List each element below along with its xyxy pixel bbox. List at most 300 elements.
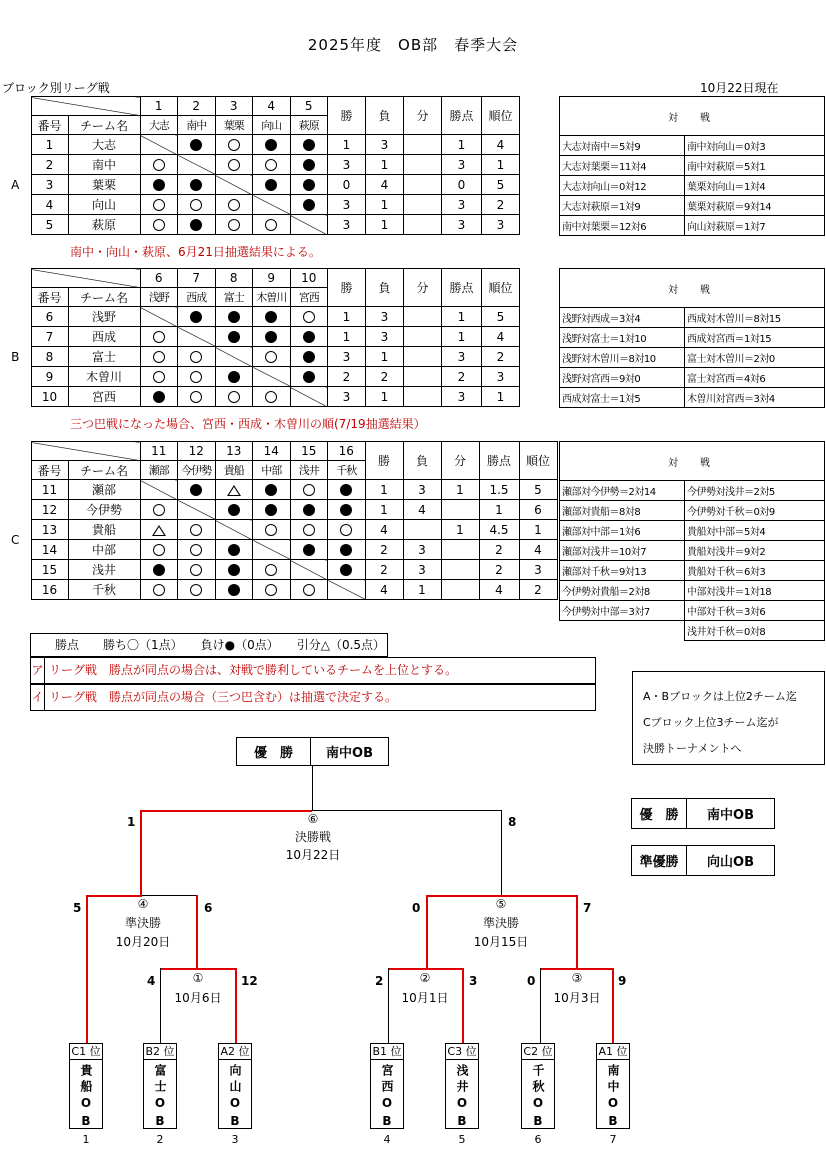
stat-l: 4: [403, 500, 441, 520]
col-abbr: 葉栗: [215, 116, 253, 135]
rule-i-key: イ: [31, 685, 45, 710]
block-note: 南中・向山・萩原、6月21日抽選結果による。: [70, 245, 321, 259]
team-number: 15: [31, 560, 68, 580]
col-abbr: 向山: [253, 116, 291, 135]
as-of-date: 10月22日現在: [700, 81, 779, 95]
stat-p: 2: [479, 540, 519, 560]
result-cell: [328, 520, 366, 540]
match-result: 向山対萩原＝1対7: [685, 216, 825, 236]
result-cell: [178, 580, 216, 600]
match-result: 今伊勢対千秋＝0対9: [685, 501, 825, 521]
match-result: 大志対南中＝5対9: [560, 136, 685, 156]
loss-icon: [228, 584, 240, 596]
loss-icon: [303, 371, 315, 383]
match-result: 瀬部対千秋＝9対13: [560, 561, 685, 581]
self-cell: [178, 327, 216, 347]
stat-rank: 5: [519, 480, 557, 500]
result-cell: [328, 560, 366, 580]
result-cell: [328, 480, 366, 500]
result-cell: [290, 520, 328, 540]
col-abbr: 今伊勢: [178, 461, 216, 480]
bracket-team: [370, 1043, 404, 1132]
matches-header: 対 戦: [560, 442, 825, 481]
self-cell: [140, 135, 178, 155]
result-cell: [253, 347, 291, 367]
sf2-match-number: ⑤: [495, 897, 507, 911]
final-match-date: 10月22日: [285, 848, 341, 862]
match-result: 瀬部対今伊勢＝2対14: [560, 481, 685, 501]
result-cell: [290, 195, 328, 215]
table-row: [0, 580, 557, 600]
result-cell: [290, 500, 328, 520]
self-cell: [253, 367, 291, 387]
block-name: C: [0, 480, 31, 600]
self-cell: [328, 580, 366, 600]
result-cell: [215, 307, 253, 327]
loss-icon: [228, 311, 240, 323]
win-icon: [228, 139, 240, 151]
self-cell: [178, 500, 216, 520]
team-name: 富士OB: [153, 1064, 167, 1132]
win-icon: [265, 524, 277, 536]
team-number: 11: [31, 480, 68, 500]
stat-d: [404, 175, 442, 195]
stat-l: 3: [403, 480, 441, 500]
team-name: 貴船OB: [79, 1064, 93, 1132]
section-label: ブロック別リーグ戦: [2, 81, 110, 95]
block-label-cell: [0, 269, 31, 288]
match-result: 浅井対千秋＝0対8: [685, 621, 825, 641]
col-abbr: 南中: [178, 116, 216, 135]
table-row: [0, 540, 557, 560]
stat-d: 1: [441, 520, 479, 540]
loss-icon: [228, 544, 240, 556]
result-label: 優 勝: [632, 799, 687, 828]
stat-d: [441, 540, 479, 560]
match-result: 浅野対西成＝3対4: [560, 308, 685, 328]
team-name: 浅野: [68, 307, 140, 327]
team-name: 浅井OB: [455, 1064, 469, 1132]
stat-l: 1: [366, 215, 404, 235]
table-row: [0, 500, 557, 520]
table-row: [0, 307, 520, 327]
self-cell: [215, 347, 253, 367]
team-name: 中部: [68, 540, 140, 560]
match-row: [560, 601, 825, 621]
bracket-team: [521, 1043, 555, 1132]
team-number: 2: [31, 155, 68, 175]
win-icon: [303, 584, 315, 596]
stat-l: 1: [366, 195, 404, 215]
col-abbr: 萩原: [290, 116, 328, 135]
col-number: 1: [140, 97, 178, 116]
stat-p: 1.5: [479, 480, 519, 500]
result-cell: [178, 215, 216, 235]
win-icon: [303, 524, 315, 536]
team-position: A1 位: [598, 1045, 628, 1058]
team-number: 14: [31, 540, 68, 560]
result-cell: [140, 580, 178, 600]
loss-icon: [228, 504, 240, 516]
stat-d: [404, 387, 442, 407]
stat-rank: 2: [482, 195, 520, 215]
result-cell: [178, 387, 216, 407]
col-number: 14: [253, 442, 291, 461]
result-cell: [290, 580, 328, 600]
rule-a-text: リーグ戦 勝点が同点の場合は、対戦で勝利しているチームを上位とする。: [49, 663, 458, 677]
col-number: 16: [328, 442, 366, 461]
stat-p: 1: [442, 135, 482, 155]
result-cell: [140, 175, 178, 195]
col-abbr: 千秋: [328, 461, 366, 480]
stat-l: 3: [366, 327, 404, 347]
win-icon: [153, 219, 165, 231]
result-cell: [253, 580, 291, 600]
match-row: [560, 136, 825, 156]
stat-p: 3: [442, 215, 482, 235]
match-row: [560, 621, 825, 641]
q3-match-number: ③: [571, 971, 583, 985]
self-cell: [215, 175, 253, 195]
result-cell: [215, 387, 253, 407]
match-result: 木曽川対宮西＝3対4: [685, 388, 825, 408]
match-row: [560, 561, 825, 581]
stat-w: 4: [365, 580, 403, 600]
stat-w: 1: [328, 307, 366, 327]
loss-icon: [303, 331, 315, 343]
match-result: 葉栗対向山＝1対4: [685, 176, 825, 196]
block-name: B: [0, 307, 31, 407]
matches-table-c: [559, 441, 825, 641]
no-header: 番号: [31, 461, 68, 480]
team-number: 13: [31, 520, 68, 540]
match-row: [560, 501, 825, 521]
match-row: [560, 581, 825, 601]
stat-rank: 2: [482, 347, 520, 367]
match-result: 大志対葉栗＝11対4: [560, 156, 685, 176]
team-name: 西成: [68, 327, 140, 347]
loss-icon: [153, 391, 165, 403]
bracket-team: [596, 1043, 630, 1132]
stat-l: 1: [366, 387, 404, 407]
team-position: C1 位: [71, 1045, 101, 1058]
team-number: 5: [31, 215, 68, 235]
win-icon: [265, 351, 277, 363]
col-number: 5: [290, 97, 328, 116]
stat-p: 1: [479, 500, 519, 520]
rank-header: 順位: [482, 269, 520, 307]
final-match-number: ⑥: [307, 812, 319, 826]
table-row: [0, 327, 520, 347]
match-row: [560, 388, 825, 408]
col-abbr: 木曽川: [253, 288, 291, 307]
q1-match-number: ①: [192, 971, 204, 985]
stat-d: [404, 155, 442, 175]
self-cell: [253, 195, 291, 215]
result-cell: [290, 175, 328, 195]
points-header: 勝点: [479, 442, 519, 480]
team-number: 6: [31, 307, 68, 327]
self-cell: [290, 560, 328, 580]
result-cell: [253, 307, 291, 327]
champion-label: 優 勝: [237, 738, 311, 765]
result-cell: [178, 307, 216, 327]
win-icon: [190, 371, 202, 383]
team-name: 貴船: [68, 520, 140, 540]
win-icon: [153, 331, 165, 343]
win-icon: [190, 391, 202, 403]
matches-table-a: [559, 96, 825, 236]
result-cell: [290, 480, 328, 500]
result-cell: [178, 480, 216, 500]
win-icon: [190, 199, 202, 211]
match-row: [560, 541, 825, 561]
stat-w: 4: [365, 520, 403, 540]
win-icon: [190, 544, 202, 556]
col-abbr: 浅野: [140, 288, 178, 307]
team-name: 南中: [68, 155, 140, 175]
result-cell: [253, 327, 291, 347]
stat-l: 3: [366, 135, 404, 155]
draw-icon: [152, 525, 166, 536]
seed-number: 5: [458, 1133, 466, 1146]
stat-l: 3: [403, 540, 441, 560]
loss-icon: [340, 484, 352, 496]
col-abbr: 瀬部: [140, 461, 178, 480]
result-cell: [253, 175, 291, 195]
loss-icon: [303, 199, 315, 211]
sf2-match-date: 10月15日: [473, 935, 529, 949]
team-name: 葉栗: [68, 175, 140, 195]
points-header: 勝点: [442, 269, 482, 307]
info-line: 決勝トーナメントへ: [643, 742, 742, 755]
result-cell: [215, 215, 253, 235]
result-cell: [178, 540, 216, 560]
matches-header: 対 戦: [560, 97, 825, 136]
win-icon: [303, 311, 315, 323]
win-icon: [228, 199, 240, 211]
match-result: 貴船対浅井＝9対2: [685, 541, 825, 561]
stat-l: 2: [366, 367, 404, 387]
result-cell: [290, 155, 328, 175]
win-icon: [190, 564, 202, 576]
block-label-cell: [0, 442, 31, 461]
match-result: 貴船対千秋＝6対3: [685, 561, 825, 581]
stat-w: 3: [328, 215, 366, 235]
win-icon: [228, 391, 240, 403]
result-cell: [253, 387, 291, 407]
table-row: [0, 560, 557, 580]
col-number: 2: [178, 97, 216, 116]
match-result: 西成対宮西＝1対15: [685, 328, 825, 348]
table-row: [0, 135, 520, 155]
table-row: [0, 520, 557, 540]
win-header: 勝: [328, 269, 366, 307]
league-table-b: [0, 268, 520, 407]
loss-header: 負: [403, 442, 441, 480]
match-row: [560, 328, 825, 348]
loss-icon: [228, 331, 240, 343]
win-icon: [153, 504, 165, 516]
q2-score-left: 2: [375, 974, 384, 988]
win-icon: [190, 351, 202, 363]
match-row: [560, 196, 825, 216]
loss-icon: [190, 311, 202, 323]
win-icon: [153, 584, 165, 596]
table-row: [0, 480, 557, 500]
stat-p: 3: [442, 387, 482, 407]
col-abbr: 貴船: [215, 461, 253, 480]
stat-d: [441, 560, 479, 580]
result-cell: [178, 195, 216, 215]
stat-p: 1: [442, 307, 482, 327]
stat-d: [404, 307, 442, 327]
loss-icon: [265, 331, 277, 343]
team-number: 16: [31, 580, 68, 600]
stat-p: 3: [442, 347, 482, 367]
stat-p: 1: [442, 327, 482, 347]
result-cell: [290, 327, 328, 347]
rule-i-text: リーグ戦 勝点が同点の場合（三つ巴含む）は抽選で決定する。: [49, 690, 398, 704]
seed-number: 7: [609, 1133, 617, 1146]
result-cell: [140, 560, 178, 580]
team-name: 宮西OB: [380, 1064, 394, 1132]
col-number: 7: [178, 269, 216, 288]
draw-header: 分: [404, 97, 442, 135]
table-row: [0, 387, 520, 407]
loss-header: 負: [366, 269, 404, 307]
result-cell: [253, 520, 291, 540]
result-cell: [215, 327, 253, 347]
col-number: 15: [290, 442, 328, 461]
self-cell: [290, 215, 328, 235]
stat-l: [403, 520, 441, 540]
loss-icon: [303, 159, 315, 171]
stat-w: 3: [328, 155, 366, 175]
result-cell: [178, 135, 216, 155]
rule-a-key: ア: [31, 658, 45, 683]
block-note: 三つ巴戦になった場合、宮西・西成・木曽川の順(7/19抽選結果）: [70, 417, 426, 431]
team-number: 10: [31, 387, 68, 407]
match-result: 中部対浅井＝1対18: [685, 581, 825, 601]
team-position: C2 位: [523, 1045, 553, 1058]
stat-d: [404, 135, 442, 155]
stat-rank: 4: [519, 540, 557, 560]
stat-d: [404, 327, 442, 347]
result-team: 向山OB: [707, 855, 754, 870]
match-result: 富士対宮西＝4対6: [685, 368, 825, 388]
result-cell: [215, 195, 253, 215]
sf2-score-left: 0: [412, 901, 421, 915]
stat-l: 1: [403, 580, 441, 600]
team-number: 7: [31, 327, 68, 347]
match-row: [560, 481, 825, 501]
rank-header: 順位: [482, 97, 520, 135]
self-cell: [178, 155, 216, 175]
match-result: 今伊勢対貴船＝2対8: [560, 581, 685, 601]
team-position: B1 位: [372, 1045, 402, 1058]
loss-icon: [303, 139, 315, 151]
loss-icon: [153, 179, 165, 191]
q1-match-date: 10月6日: [174, 991, 222, 1005]
q2-score-right: 3: [469, 974, 478, 988]
result-cell: [140, 500, 178, 520]
result-cell: [253, 215, 291, 235]
info-line: A・Bブロックは上位2チーム迄: [643, 690, 797, 703]
result-cell: [215, 480, 253, 500]
team-name: 今伊勢: [68, 500, 140, 520]
win-header: 勝: [328, 97, 366, 135]
stat-l: 3: [366, 307, 404, 327]
sf1-score-left: 5: [73, 901, 82, 915]
table-row: [0, 155, 520, 175]
table-row: [0, 175, 520, 195]
bracket-team: [218, 1043, 252, 1132]
result-cell: [215, 560, 253, 580]
match-row: [560, 521, 825, 541]
stat-w: 2: [365, 560, 403, 580]
loss-icon: [228, 564, 240, 576]
self-cell: [290, 387, 328, 407]
result-cell: [215, 367, 253, 387]
loss-icon: [265, 504, 277, 516]
final-score-left: 1: [127, 815, 136, 829]
match-result: 中部対千秋＝3対6: [685, 601, 825, 621]
match-result: 瀬部対中部＝1対6: [560, 521, 685, 541]
match-result: 南中対葉栗＝12対6: [560, 216, 685, 236]
match-result: 富士対木曽川＝2対0: [685, 348, 825, 368]
stat-d: [404, 215, 442, 235]
stat-p: 3: [442, 195, 482, 215]
stat-w: 1: [328, 327, 366, 347]
team-name: 向山: [68, 195, 140, 215]
q3-score-left: 0: [527, 974, 536, 988]
stat-d: [404, 367, 442, 387]
stat-p: 3: [442, 155, 482, 175]
stat-rank: 3: [519, 560, 557, 580]
team-header: チーム名: [68, 288, 140, 307]
team-name: 木曽川: [68, 367, 140, 387]
win-icon: [340, 524, 352, 536]
team-number: 12: [31, 500, 68, 520]
team-number: 3: [31, 175, 68, 195]
col-number: 10: [290, 269, 328, 288]
match-result: 今伊勢対中部＝3対7: [560, 601, 685, 621]
loss-icon: [340, 544, 352, 556]
match-row: [560, 368, 825, 388]
stat-rank: 4: [482, 135, 520, 155]
q1-score-left: 4: [147, 974, 156, 988]
self-cell: [140, 307, 178, 327]
result-cell: [140, 540, 178, 560]
stat-rank: 1: [482, 155, 520, 175]
info-line: Cブロック上位3チーム迄が: [643, 716, 779, 729]
col-abbr: 浅井: [290, 461, 328, 480]
match-row: [560, 156, 825, 176]
col-number: 12: [178, 442, 216, 461]
team-name: 千秋: [68, 580, 140, 600]
team-name: 南中OB: [606, 1064, 620, 1132]
table-row: [0, 367, 520, 387]
match-result: 今伊勢対浅井＝2対5: [685, 481, 825, 501]
stat-w: 1: [328, 135, 366, 155]
win-header: 勝: [365, 442, 403, 480]
loss-icon: [190, 219, 202, 231]
result-cell: [290, 540, 328, 560]
legend-rule-a: [30, 657, 596, 684]
result-cell: [140, 387, 178, 407]
result-cell: [140, 327, 178, 347]
